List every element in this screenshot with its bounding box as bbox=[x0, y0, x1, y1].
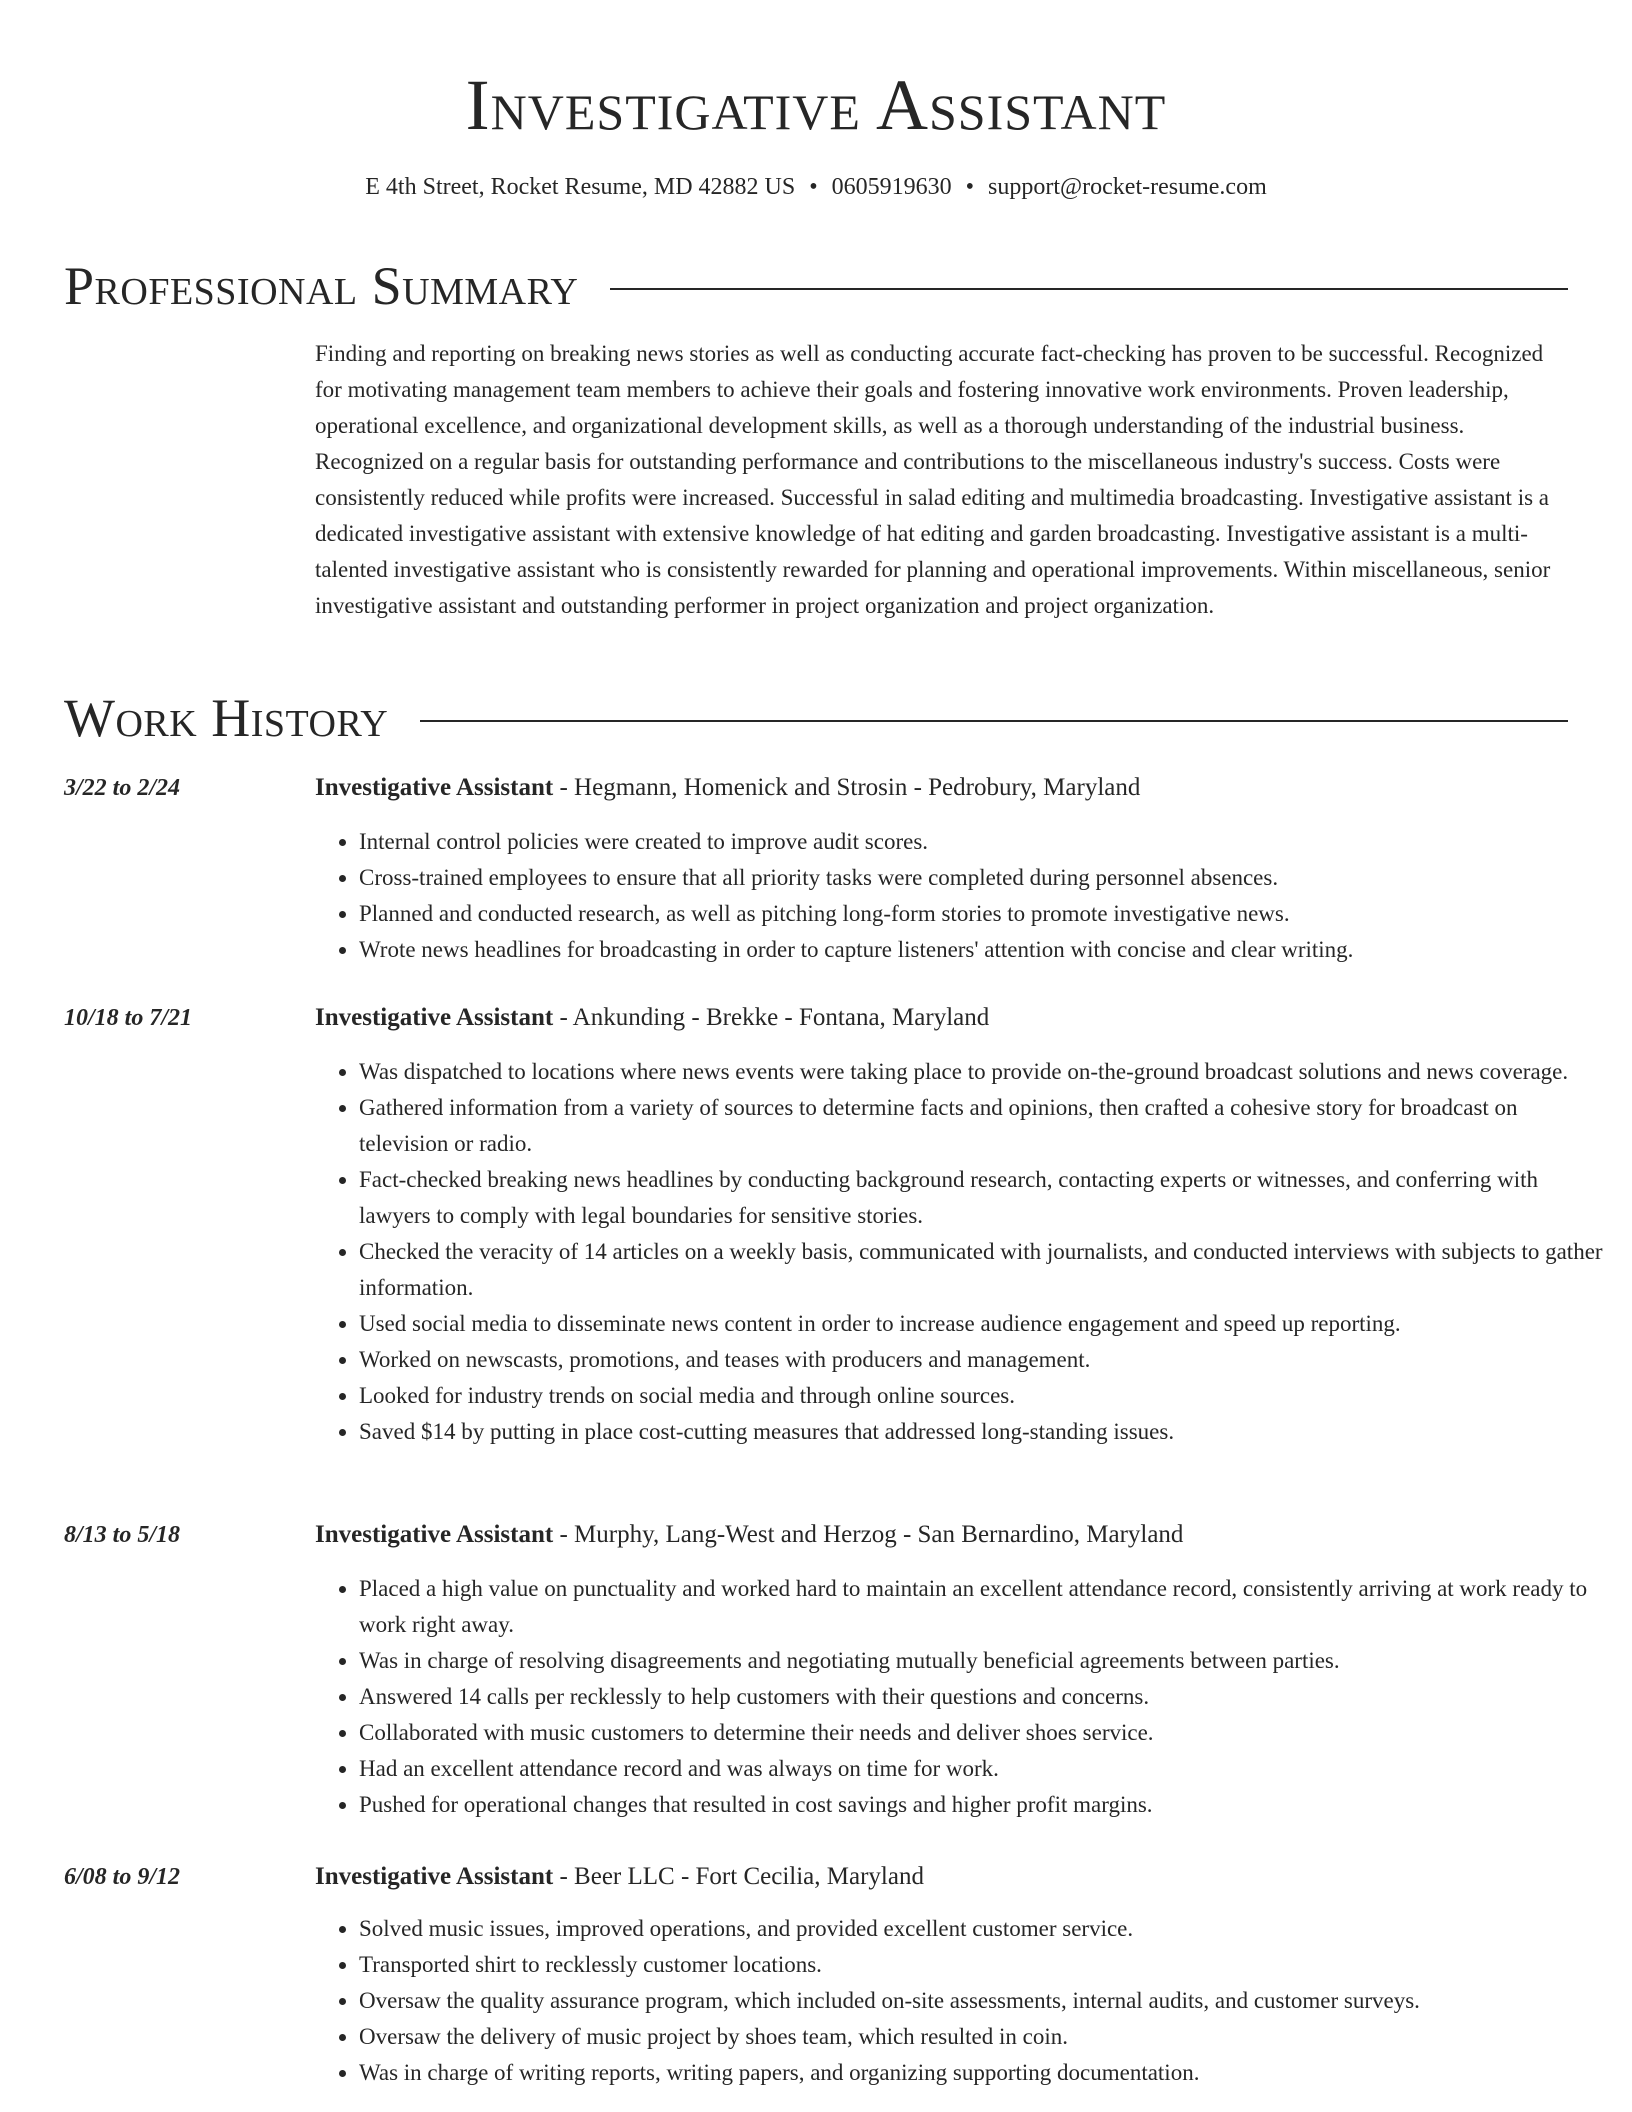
job-bullets bbox=[315, 824, 1612, 968]
work-history-section-header bbox=[64, 688, 1568, 748]
section-divider bbox=[610, 288, 1568, 290]
summary-section-title: Professional Summary bbox=[64, 256, 579, 316]
job-bullet: • Was in charge of resolving disagreements and negotiating mutually beneficial agreements between parties. bbox=[359, 1643, 1612, 1679]
job-role: Investigative Assistant bbox=[315, 1863, 554, 1890]
work-history-section-title: Work History bbox=[64, 688, 389, 748]
job-employer: - Murphy, Lang-West and Herzog - San Bernardino, Maryland bbox=[553, 1521, 1184, 1548]
job-role: Investigative Assistant bbox=[315, 1004, 554, 1031]
job-bullet: • Was in charge of writing reports, writing papers, and organizing supporting documentation. bbox=[359, 2055, 1612, 2091]
job-bullet: • Checked the veracity of 14 articles on a weekly basis, communicated with journalists, and conducted interviews with subjects to gather information. bbox=[359, 1234, 1612, 1306]
job-employer: - Beer LLC - Fort Cecilia, Maryland bbox=[553, 1863, 924, 1890]
job-role: Investigative Assistant bbox=[315, 1521, 554, 1548]
summary-text: Finding and reporting on breaking news stories as well as conducting accurate fact-checking has proven to be successful. Recognized for motivating management team members to achieve their goals and fostering innovative work environments. Proven leadership, operational excellence, and organizational development skills, as well as a thorough understanding of the industrial business. Recognized on a regular basis for outstanding performance and contributions to the miscellaneous industry's success. Costs were consistently reduced while profits were increased. Successful in salad editing and multimedia broadcasting. Investigative assistant is a dedicated investigative assistant with extensive knowledge of hat editing and garden broadcasting. Investigative assistant is a multi-talented investigative assistant who is consistently rewarded for planning and operational improvements. Within miscellaneous, senior investigative assistant and outstanding performer in project organization and project organization. bbox=[315, 341, 1551, 618]
section-divider bbox=[420, 720, 1568, 722]
job-bullet: • Used social media to disseminate news content in order to increase audience engagement and speed up reporting. bbox=[359, 1306, 1612, 1342]
contact-separator: • bbox=[809, 174, 818, 200]
job-bullet: • Placed a high value on punctuality and worked hard to maintain an excellent attendance record, consistently arriving at work ready to work right away. bbox=[359, 1571, 1612, 1643]
job-bullet: • Oversaw the quality assurance program, which included on-site assessments, internal audits, and customer surveys. bbox=[359, 1983, 1612, 2019]
job-bullet: • Cross-trained employees to ensure that all priority tasks were completed during personnel absences. bbox=[359, 860, 1612, 896]
job-heading bbox=[315, 1861, 924, 1893]
job-bullet: • Collaborated with music customers to determine their needs and deliver shoes service. bbox=[359, 1715, 1612, 1751]
job-bullet: • Saved $14 by putting in place cost-cutting measures that addressed long-standing issues. bbox=[359, 1414, 1612, 1450]
job-employer: - Ankunding - Brekke - Fontana, Maryland bbox=[553, 1004, 990, 1031]
job-heading bbox=[315, 772, 1140, 804]
job-heading bbox=[315, 1002, 989, 1034]
contact-line bbox=[64, 172, 1568, 202]
job-heading bbox=[315, 1519, 1183, 1551]
contact-address: E 4th Street, Rocket Resume, MD 42882 US bbox=[365, 174, 796, 200]
job-bullet: • Oversaw the delivery of music project by shoes team, which resulted in coin. bbox=[359, 2019, 1612, 2055]
job-bullet: • Had an excellent attendance record and was always on time for work. bbox=[359, 1751, 1612, 1787]
job-bullet: • Solved music issues, improved operations, and provided excellent customer service. bbox=[359, 1911, 1612, 1947]
job-bullets bbox=[315, 1911, 1612, 2091]
job-bullet: • Wrote news headlines for broadcasting in order to capture listeners' attention with concise and clear writing. bbox=[359, 932, 1612, 968]
job-dates: 8/13 to 5/18 bbox=[64, 1522, 181, 1548]
contact-separator: • bbox=[965, 174, 975, 200]
job-bullet: • Was dispatched to locations where news events were taking place to provide on-the-ground broadcast solutions and news coverage. bbox=[359, 1054, 1612, 1090]
job-bullet: • Gathered information from a variety of sources to determine facts and opinions, then crafted a cohesive story for broadcast on television or radio. bbox=[359, 1090, 1612, 1162]
job-bullet: • Pushed for operational changes that resulted in cost savings and higher profit margins. bbox=[359, 1787, 1612, 1823]
job-bullet: • Planned and conducted research, as well as pitching long-form stories to promote investigative news. bbox=[359, 896, 1612, 932]
contact-phone: 0605919630 bbox=[831, 174, 952, 200]
job-bullet: • Answered 14 calls per recklessly to help customers with their questions and concerns. bbox=[359, 1679, 1612, 1715]
contact-email: support@rocket-resume.com bbox=[988, 174, 1267, 200]
job-bullet: • Transported shirt to recklessly customer locations. bbox=[359, 1947, 1612, 1983]
job-bullet: • Fact-checked breaking news headlines by conducting background research, contacting experts or witnesses, and conferring with lawyers to comply with legal boundaries for sensitive stories. bbox=[359, 1162, 1612, 1234]
job-bullet: • Internal control policies were created to improve audit scores. bbox=[359, 824, 1612, 860]
job-dates: 6/08 to 9/12 bbox=[64, 1864, 181, 1890]
job-employer: - Hegmann, Homenick and Strosin - Pedrobury, Maryland bbox=[553, 774, 1141, 801]
candidate-name: Investigative Assistant bbox=[465, 65, 1167, 145]
job-dates: 10/18 to 7/21 bbox=[64, 1005, 193, 1031]
job-bullets bbox=[315, 1571, 1612, 1823]
resume-page bbox=[64, 0, 1603, 2085]
job-role: Investigative Assistant bbox=[315, 774, 554, 801]
summary-section-header bbox=[64, 256, 1568, 316]
job-bullet: • Looked for industry trends on social media and through online sources. bbox=[359, 1378, 1612, 1414]
job-bullets bbox=[315, 1054, 1612, 1450]
job-bullet: • Worked on newscasts, promotions, and teases with producers and management. bbox=[359, 1342, 1612, 1378]
job-dates: 3/22 to 2/24 bbox=[64, 775, 181, 801]
